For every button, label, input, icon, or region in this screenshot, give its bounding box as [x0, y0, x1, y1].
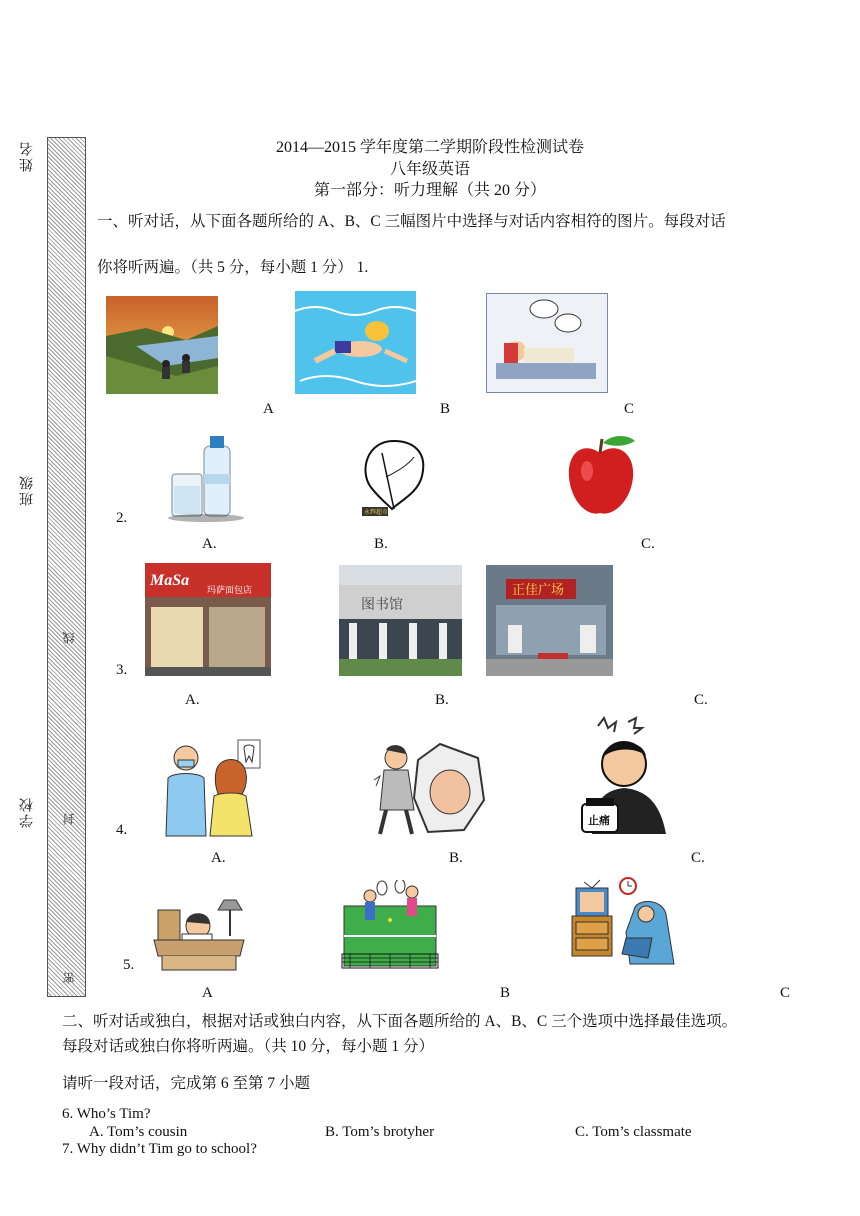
q5-picture-b-tennis — [340, 880, 440, 972]
exam-subject: 八年级英语 — [389, 161, 470, 178]
q5-number: 5. — [123, 957, 135, 973]
q2-label-c: C. — [641, 536, 655, 552]
q1-label-a: A — [263, 401, 274, 417]
q3-picture-b-library — [339, 565, 462, 676]
q3-label-b: B. — [435, 692, 449, 708]
q2-label-a: A. — [202, 536, 217, 552]
class-label: 班级 — [20, 474, 35, 506]
part-title: 第一部分：听力理解（共 20 分） — [313, 182, 546, 199]
q6-option-b: B. Tom’s brotyher — [325, 1124, 435, 1140]
q5-picture-c-watching-tv — [566, 874, 686, 972]
q3-b-sign-library: 图书馆 — [361, 597, 403, 613]
q3-label-c: C. — [694, 692, 708, 708]
section2-instruction-cont: 每段对话或独白你将听两遍。（共 10 分，每小题 1 分） — [62, 1038, 435, 1055]
q4-picture-a-dentist — [160, 738, 264, 838]
q3-a-sign-cn: 玛萨面包店 — [207, 586, 253, 596]
q6-stem: 6. Who’s Tim? — [62, 1106, 151, 1122]
section2-subheading: 请听一段对话，完成第 6 至第 7 小题 — [62, 1075, 311, 1092]
q5-picture-a-studying — [152, 896, 248, 972]
q1-label-c: C — [624, 401, 635, 417]
section1-instruction-cont: 你将听两遍。（共 5 分，每小题 1 分） 1. — [97, 259, 369, 276]
q3-c-sign-mall: 正佳广场 — [512, 583, 565, 598]
q2-b-store-sign: 永辉超市 — [364, 510, 389, 516]
q3-picture-a-bakery — [145, 563, 271, 676]
q4-label-b: B. — [449, 850, 463, 866]
q4-label-a: A. — [211, 850, 226, 866]
q4-picture-b-stomachache — [370, 740, 488, 838]
exam-title: 2014—2015 学年度第二学期阶段性检测试卷 — [275, 139, 584, 156]
q1-picture-c-sick-in-bed — [486, 293, 608, 393]
seal-char-feng: 封 — [62, 813, 76, 825]
q1-picture-a-hiking — [106, 296, 218, 394]
section2-instruction: 二、听对话或独白，根据对话或独白内容，从下面各题所给的 A、B、C 三个选项中选择最佳选项。 — [62, 1013, 738, 1030]
q3-label-a: A. — [185, 692, 200, 708]
q3-number: 3. — [116, 662, 128, 678]
seal-char-mi: 密 — [62, 972, 76, 984]
q4-picture-c-headache — [578, 716, 670, 836]
seal-char-xian: 线 — [62, 632, 76, 644]
q6-option-c: C. Tom’s classmate — [575, 1124, 692, 1140]
q5-label-a: A — [202, 985, 213, 1001]
q3-picture-c-mall — [486, 565, 613, 676]
section1-instruction: 一、听对话，从下面各题所给的 A、B、C 三幅图片中选择与对话内容相符的图片。每段对话 — [97, 213, 726, 230]
q2-label-b: B. — [374, 536, 388, 552]
q5-label-b: B — [500, 985, 511, 1001]
q5-label-c: C — [780, 985, 791, 1001]
q4-c-bottle-label: 止痛 — [588, 814, 610, 827]
q6-option-a: A. Tom’s cousin — [89, 1124, 188, 1140]
q2-picture-a-water — [164, 434, 252, 524]
q1-label-b: B — [440, 401, 451, 417]
q1-picture-b-swimming — [295, 291, 416, 394]
q4-number: 4. — [116, 822, 128, 838]
name-label: 姓名 — [20, 140, 35, 172]
binding-strip — [47, 137, 86, 997]
school-label: 学校 — [20, 796, 35, 828]
q4-label-c: C. — [691, 850, 705, 866]
q2-number: 2. — [116, 510, 128, 526]
q3-a-sign-masa: MaSa — [150, 572, 190, 589]
q7-stem: 7. Why didn’t Tim go to school? — [62, 1141, 257, 1157]
q2-picture-b-cabbage — [356, 431, 432, 521]
q2-picture-c-apple — [563, 433, 638, 519]
